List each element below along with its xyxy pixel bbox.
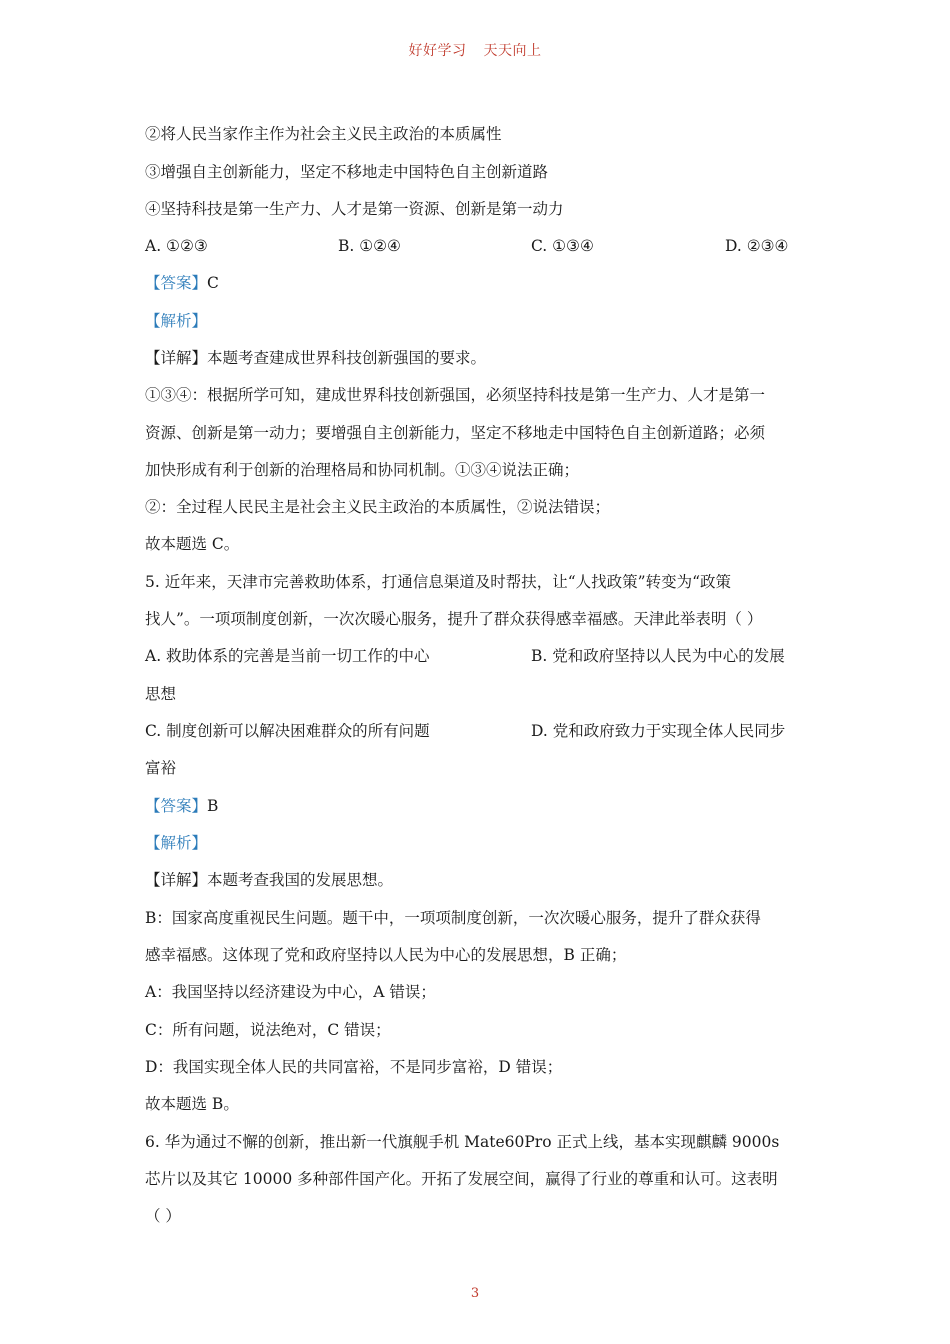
answer-tag: 【答案】 <box>145 274 208 292</box>
answer-value: C <box>207 274 219 292</box>
q5-analysis-line: 感幸福感。这体现了党和政府坚持以人民为中心的发展思想，B 正确； <box>145 946 627 964</box>
q4-item-2: ②将人民当家作主作为社会主义民主政治的本质属性 <box>145 125 502 143</box>
q4-item-4: ④坚持科技是第一生产力、人才是第一资源、创新是第一动力 <box>145 200 564 218</box>
q4-analysis-line: 加快形成有利于创新的治理格局和协同机制。①③④说法正确； <box>145 461 580 479</box>
q4-option-b: B. ①②④ <box>338 237 401 255</box>
q5-stem-line: 5. 近年来，天津市完善救助体系，打通信息渠道及时帮扶，让“人找政策”转变为“政策 <box>145 573 731 591</box>
detail-text: 本题考查建成世界科技创新强国的要求。 <box>207 349 487 367</box>
detail-text: 本题考查我国的发展思想。 <box>207 871 394 889</box>
q4-item-3: ③增强自主创新能力，坚定不移地走中国特色自主创新道路 <box>145 163 549 181</box>
q5-analysis-tag: 【解析】 <box>145 834 208 852</box>
q4-option-d: D. ②③④ <box>725 237 789 255</box>
q5-analysis-line: D：我国实现全体人民的共同富裕，不是同步富裕，D 错误； <box>145 1058 563 1076</box>
q5-option-d: D. 党和政府致力于实现全体人民同步 <box>531 722 786 740</box>
q5-option-b: B. 党和政府坚持以人民为中心的发展 <box>531 647 785 665</box>
page-number: 3 <box>470 1286 480 1301</box>
q5-option-d-cont: 富裕 <box>145 759 177 777</box>
page-header <box>0 40 950 60</box>
answer-value: B <box>207 797 219 815</box>
q4-answer <box>145 273 219 293</box>
q6-stem-line: （ ） <box>145 1207 181 1225</box>
q5-analysis-line: 故本题选 B。 <box>145 1095 239 1113</box>
q4-option-c: C. ①③④ <box>531 237 594 255</box>
header-motto-2: 天天向上 <box>483 43 542 59</box>
q5-analysis-line: B：国家高度重视民生问题。题干中，一项项制度创新，一次次暖心服务，提升了群众获得 <box>145 909 761 927</box>
q6-stem-line: 6. 华为通过不懈的创新，推出新一代旗舰手机 Mate60Pro 正式上线，基本实现麒麟 9000s <box>145 1133 780 1151</box>
q5-analysis-line: A：我国坚持以经济建设为中心，A 错误； <box>145 983 436 1001</box>
q4-option-a: A. ①②③ <box>145 237 208 255</box>
q5-detail <box>145 870 393 890</box>
q5-answer <box>145 796 218 816</box>
q5-option-a: A. 救助体系的完善是当前一切工作的中心 <box>145 647 430 665</box>
q4-analysis-line: ②：全过程人民民主是社会主义民主政治的本质属性，②说法错误； <box>145 498 611 516</box>
q4-detail <box>145 348 486 368</box>
q4-analysis-tag: 【解析】 <box>145 312 208 330</box>
q6-stem-line: 芯片以及其它 10000 多种部件国产化。开拓了发展空间，赢得了行业的尊重和认可。这表明 <box>145 1170 778 1188</box>
q5-stem-line: 找人”。一项项制度创新，一次次暖心服务，提升了群众获得感幸福感。天津此举表明（ ） <box>145 610 763 628</box>
detail-tag: 【详解】 <box>145 349 208 367</box>
q4-analysis-line: 故本题选 C。 <box>145 535 240 553</box>
header-motto-1: 好好学习 <box>408 43 467 59</box>
q4-analysis-line: ①③④：根据所学可知，建成世界科技创新强国，必须坚持科技是第一生产力、人才是第一 <box>145 386 766 404</box>
answer-tag: 【答案】 <box>145 797 208 815</box>
q4-analysis-line: 资源、创新是第一动力；要增强自主创新能力，坚定不移地走中国特色自主创新道路；必须 <box>145 424 766 442</box>
q5-option-c: C. 制度创新可以解决困难群众的所有问题 <box>145 722 430 740</box>
detail-tag: 【详解】 <box>145 871 208 889</box>
q5-analysis-line: C：所有问题，说法绝对，C 错误； <box>145 1021 391 1039</box>
q5-option-b-cont: 思想 <box>145 685 177 703</box>
